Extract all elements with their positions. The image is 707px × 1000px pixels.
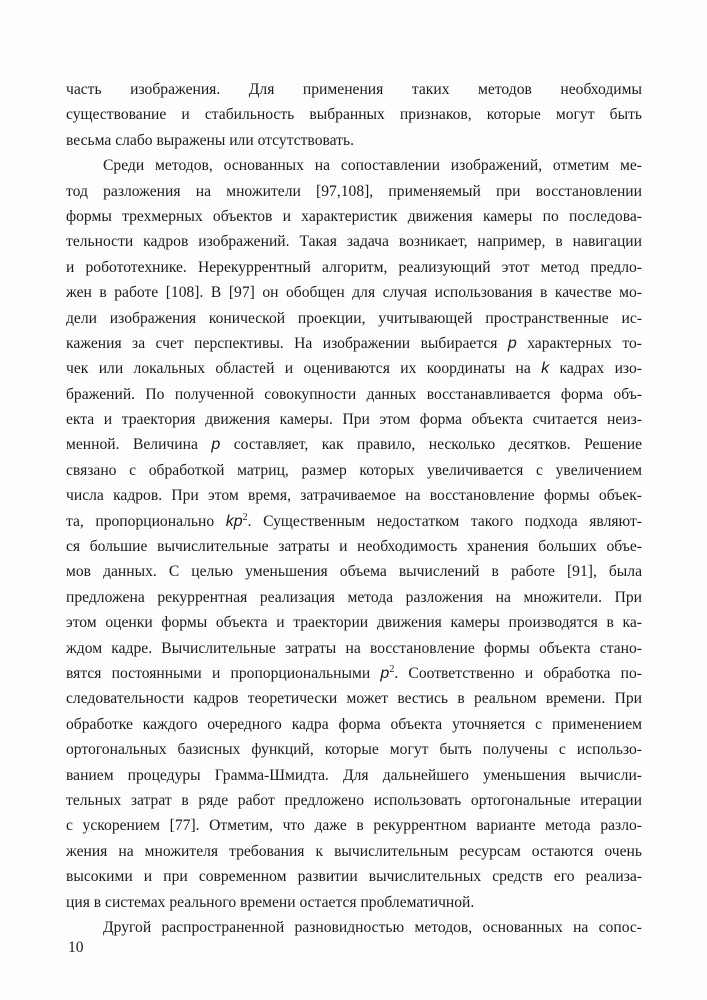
- text-segment: весьма слабо выражены или отсутствовать.: [66, 131, 354, 149]
- text-line: [66, 585, 642, 610]
- text-line: [66, 102, 642, 127]
- text-segment: ция в системах реального времени остается проблематичной.: [66, 893, 475, 911]
- text-line: [66, 763, 642, 788]
- text-line: [66, 128, 642, 153]
- text-line: [66, 483, 642, 508]
- text-segment: екта и траектория движения камеры. При этом форма объекта считается неиз-: [66, 411, 642, 429]
- math-variable: p: [507, 334, 517, 352]
- text-segment: дели изображения конической проекции, учитывающей пространственные ис-: [66, 309, 642, 327]
- text-segment: . Соответственно и обработка по-: [394, 664, 642, 682]
- text-segment: менной. Величина: [66, 436, 212, 454]
- text-segment: предложена рекуррентная реализация метода разложения на множители. При: [66, 588, 642, 606]
- text-line: [66, 534, 642, 559]
- text-line: [66, 788, 642, 813]
- text-line: [66, 737, 642, 762]
- text-segment: бражений. По полученной совокупности данных восстанавливается форма объ-: [66, 385, 642, 403]
- text-line: [66, 280, 642, 305]
- text-line: [66, 255, 642, 280]
- text-line: [66, 915, 642, 940]
- text-segment: мов данных. С целью уменьшения объема вычислений в работе [91], была: [66, 563, 642, 581]
- math-variable: p: [380, 664, 390, 682]
- body-text: [66, 77, 642, 940]
- math-variable: p: [211, 436, 221, 454]
- text-line: [66, 559, 642, 584]
- math-exponent: 2: [242, 511, 248, 523]
- text-line: [66, 432, 642, 457]
- text-segment: жен в работе [108]. В [97] он обобщен для случая использования в качестве мо-: [66, 284, 642, 302]
- text-segment: с ускорением [77]. Отметим, что даже в рекуррентном варианте метода разло-: [66, 817, 642, 835]
- text-segment: ванием процедуры Грамма-Шмидта. Для дальнейшего уменьшения вычисли-: [66, 766, 642, 784]
- text-segment: составляет, как правило, несколько десятков. Решение: [220, 436, 642, 454]
- text-line: [66, 636, 642, 661]
- text-segment: кадрах изо-: [549, 360, 642, 378]
- text-line: [66, 712, 642, 737]
- text-line: [66, 864, 642, 889]
- text-segment: высокими и при современном развитии вычислительных средств его реализа-: [66, 868, 642, 886]
- text-segment: тод разложения на множители [97,108], применяемый при восстановлении: [66, 182, 642, 200]
- text-segment: обработке каждого очередного кадра форма объекта уточняется с применением: [66, 715, 642, 733]
- text-segment: вятся постоянными и пропорциональными: [66, 664, 381, 682]
- text-segment: ортогональных базисных функций, которые могут быть получены с использо-: [66, 741, 642, 759]
- text-segment: характерных то-: [516, 334, 642, 352]
- text-line: [66, 813, 642, 838]
- text-segment: ся большие вычислительные затраты и необходимость хранения больших объе-: [66, 538, 642, 556]
- text-line: [66, 407, 642, 432]
- text-segment: тельности кадров изображений. Такая задача возникает, например, в навигации: [66, 233, 642, 251]
- text-segment: жения на множителя требования к вычислительным ресурсам остаются очень: [66, 842, 642, 860]
- text-segment: чек или локальных областей и оцениваются их координаты на: [66, 360, 542, 378]
- math-exponent: 2: [389, 663, 395, 675]
- text-line: [66, 458, 642, 483]
- text-segment: и робототехнике. Нерекуррентный алгоритм, реализующий этот метод предло-: [66, 258, 642, 276]
- text-line: [66, 839, 642, 864]
- text-line: [66, 890, 642, 915]
- text-segment: Среди методов, основанных на сопоставлении изображений, отметим ме-: [103, 157, 642, 175]
- text-line: [66, 686, 642, 711]
- text-segment: числа кадров. При этом время, затрачиваемое на восстановление формы объек-: [66, 487, 642, 505]
- math-variable: k: [541, 360, 550, 378]
- text-segment: . Существенным недостатком такого подхода являют-: [247, 512, 642, 530]
- text-line: [66, 204, 642, 229]
- math-variable: kp: [225, 512, 243, 530]
- text-line: [66, 179, 642, 204]
- text-line: [66, 610, 642, 635]
- text-segment: часть изображения. Для применения таких методов необходимы: [66, 81, 642, 98]
- text-segment: связано с обработкой матриц, размер которых увеличивается с увеличением: [66, 461, 642, 479]
- text-segment: та, пропорционально: [66, 512, 226, 530]
- text-segment: формы трехмерных объектов и характеристик движения камеры по последова-: [66, 207, 642, 225]
- text-segment: Другой распространенной разновидностью методов, основанных на сопос-: [103, 918, 642, 936]
- text-line: [66, 356, 642, 381]
- text-segment: тельных затрат в ряде работ предложено использовать ортогональные итерации: [66, 791, 642, 809]
- page-number: 10: [68, 939, 84, 956]
- text-line: [66, 306, 642, 331]
- text-line: [66, 153, 642, 178]
- text-line: [66, 229, 642, 254]
- text-segment: следовательности кадров теоретически может вестись в реальном времени. При: [66, 690, 642, 708]
- text-segment: существование и стабильность выбранных признаков, которые могут быть: [66, 106, 642, 124]
- text-line: [66, 661, 642, 686]
- text-segment: этом оценки формы объекта и траектории движения камеры производятся в ка-: [66, 614, 642, 632]
- text-segment: кажения за счет перспективы. На изображении выбирается: [66, 334, 508, 352]
- text-line: [66, 331, 642, 356]
- text-line: [66, 382, 642, 407]
- text-line: [66, 509, 642, 534]
- text-segment: ждом кадре. Вычислительные затраты на восстановление формы объекта стано-: [66, 639, 642, 657]
- text-line: [66, 77, 642, 102]
